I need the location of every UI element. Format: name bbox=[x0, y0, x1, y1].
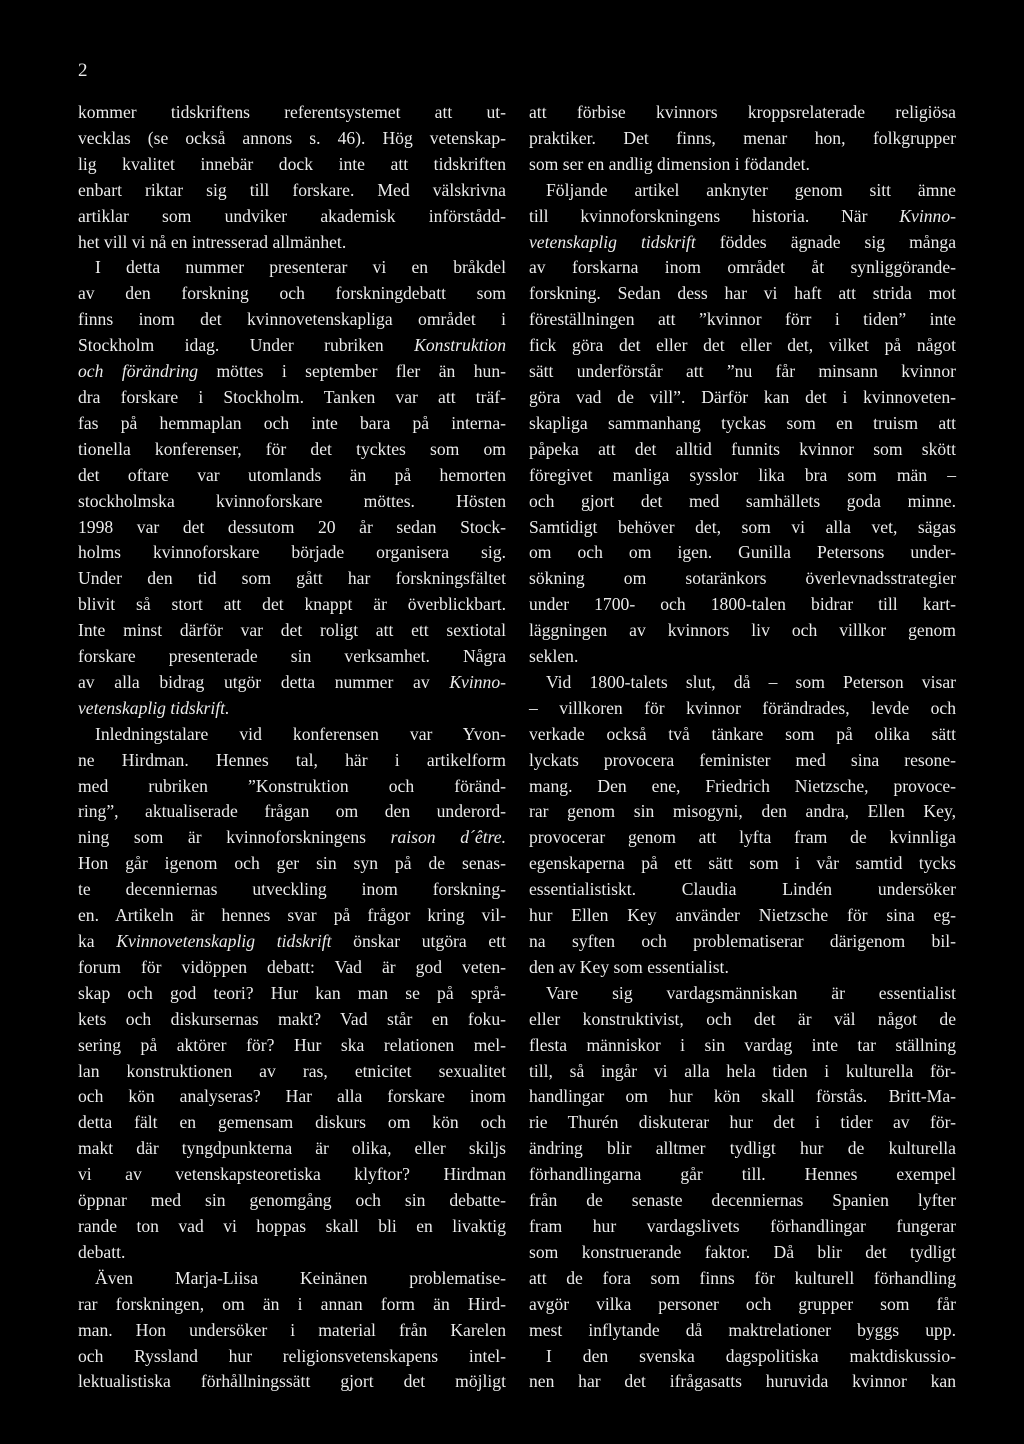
text-line bbox=[529, 799, 956, 825]
text-line bbox=[78, 877, 506, 903]
text-line bbox=[78, 411, 506, 437]
line-text: Samtidigt behöver det, som vi alla vet, sägas bbox=[529, 516, 956, 537]
line-text: och gjort det med samhällets goda minne. bbox=[529, 490, 956, 511]
line-text: dra forskare i Stockholm. Tanken var att träf- bbox=[78, 386, 506, 407]
line-text: ne Hirdman. Hennes tal, här i artikelform bbox=[78, 749, 506, 770]
text-line bbox=[529, 463, 956, 489]
text-line bbox=[78, 126, 506, 152]
line-text: egenskaperna på ett sätt som i vår samtid tycks bbox=[529, 853, 956, 874]
line-text: att förbise kvinnors kroppsrelaterade religiösa bbox=[529, 102, 956, 122]
text-line bbox=[78, 281, 506, 307]
line-text: att de fora som finns för kulturell förhandling bbox=[529, 1267, 956, 1288]
line-text: föreställningen att ”kvinnor förr i tiden” inte bbox=[529, 309, 956, 330]
line-text: rie Thurén diskuterar hur det i tider av för- bbox=[529, 1112, 956, 1133]
line-text: kommer tidskriftens referentsystemet att ut- bbox=[78, 102, 506, 122]
text-line bbox=[529, 333, 956, 359]
text-line bbox=[78, 515, 506, 541]
line-text: med rubriken ”Konstruktion och föränd- bbox=[78, 775, 506, 796]
text-line bbox=[529, 981, 956, 1007]
text-line bbox=[529, 230, 956, 256]
text-line bbox=[78, 1266, 506, 1292]
text-line bbox=[78, 774, 506, 800]
line-text: Stockholm idag. Under rubriken bbox=[78, 335, 415, 356]
line-text: till, så ingår vi alla hela tiden i kulturella för- bbox=[529, 1060, 956, 1081]
text-line bbox=[529, 1369, 956, 1395]
text-line bbox=[529, 437, 956, 463]
line-text: föddes ägnade sig många bbox=[695, 231, 957, 252]
line-text: fas på hemmaplan och inte bara på interna- bbox=[78, 412, 506, 433]
text-line bbox=[529, 1084, 956, 1110]
text-line bbox=[529, 1007, 956, 1033]
line-text: en. Artikeln är hennes svar på frågor kring vil- bbox=[78, 905, 506, 926]
text-line bbox=[78, 618, 506, 644]
text-line bbox=[529, 1059, 956, 1085]
line-text: möttes i september fler än hun- bbox=[198, 361, 506, 382]
line-text: verkade också två tänkare som på olika sätt bbox=[529, 723, 956, 744]
text-line bbox=[529, 644, 956, 670]
text-line bbox=[78, 1007, 506, 1033]
line-text: som konstruerande faktor. Då blir det tydligt bbox=[529, 1241, 956, 1262]
text-line bbox=[529, 877, 956, 903]
line-text: ka bbox=[78, 931, 117, 951]
text-line bbox=[529, 411, 956, 437]
line-text: Även Marja-Liisa Keinänen problematise- bbox=[95, 1267, 506, 1288]
line-text: och Ryssland hur religionsvetenskapens intel- bbox=[78, 1345, 506, 1366]
text-line bbox=[529, 1266, 956, 1292]
text-line bbox=[529, 903, 956, 929]
text-line bbox=[78, 230, 506, 256]
text-line bbox=[529, 1188, 956, 1214]
text-line bbox=[78, 799, 506, 825]
text-line bbox=[78, 540, 506, 566]
line-text: under 1700- och 1800-talen bidrar till kart- bbox=[529, 594, 956, 615]
line-text: nen har det ifrågasatts huruvida kvinnor kan bbox=[529, 1371, 956, 1392]
italic-text: vetenskaplig tidskrift bbox=[529, 231, 696, 252]
line-text: te decenniernas utveckling inom forskning- bbox=[78, 879, 506, 900]
line-text: stockholmska kvinnoforskare möttes. Hösten bbox=[78, 490, 506, 511]
line-text: lektualistiska förhållningssätt gjort det möjligt bbox=[78, 1371, 506, 1392]
text-line bbox=[78, 929, 506, 955]
line-text: artiklar som undviker akademisk införstådd- bbox=[78, 205, 506, 226]
line-text: lan konstruktionen av ras, etnicitet sexualitet bbox=[78, 1060, 506, 1081]
line-text: man. Hon undersöker i material från Karelen bbox=[78, 1319, 506, 1340]
text-line bbox=[78, 1240, 506, 1266]
line-text: forskning. Sedan dess har vi haft att strida mot bbox=[529, 283, 956, 304]
line-text: sering på aktörer för? Hur ska relationen mel- bbox=[78, 1034, 506, 1055]
italic-text: Kvinno- bbox=[899, 205, 956, 226]
italic-text: vetenskaplig tidskrift. bbox=[78, 697, 230, 718]
text-line bbox=[78, 1188, 506, 1214]
line-text: handlingar om hur kön skall förstås. Britt-Ma- bbox=[529, 1086, 956, 1107]
line-text: mang. Den ene, Friedrich Nietzsche, provoce- bbox=[529, 775, 956, 796]
line-text: läggningen av kvinnors liv och villkor genom bbox=[529, 620, 956, 641]
line-text: – villkoren för kvinnor förändrades, levde och bbox=[529, 697, 956, 718]
line-text: sätt underförstår att ”nu får minsann kvinnor bbox=[529, 361, 956, 382]
line-text: Inte minst därför var det roligt att ett sextiotal bbox=[78, 620, 506, 641]
text-line bbox=[529, 1240, 956, 1266]
line-text: essentialistiskt. Claudia Lindén undersöker bbox=[529, 879, 956, 900]
line-text: makt där tyngdpunkterna är olika, eller skiljs bbox=[78, 1138, 506, 1159]
text-line bbox=[78, 1292, 506, 1318]
text-line bbox=[529, 307, 956, 333]
page-number: 2 bbox=[78, 60, 88, 81]
text-line bbox=[529, 540, 956, 566]
line-text: det oftare var utomlands än på hemorten bbox=[78, 464, 506, 485]
text-line bbox=[78, 178, 506, 204]
text-line bbox=[78, 307, 506, 333]
text-line bbox=[529, 1292, 956, 1318]
line-text: vi av vetenskapsteoretiska klyftor? Hirdman bbox=[78, 1164, 506, 1185]
line-text: forskare presenterade sin verksamhet. Några bbox=[78, 646, 506, 667]
line-text: göra vad de vill”. Därför kan det i kvinnoveten- bbox=[529, 386, 956, 407]
line-text: debatt. bbox=[78, 1241, 126, 1262]
line-text: seklen. bbox=[529, 646, 579, 667]
line-text: rande ton vad vi hoppas skall bli en livaktig bbox=[78, 1215, 506, 1236]
line-text: hur Ellen Key använder Nietzsche för sina eg- bbox=[529, 905, 956, 926]
text-line bbox=[78, 981, 506, 1007]
text-line bbox=[529, 489, 956, 515]
line-text: förhandlingarna går till. Hennes exempel bbox=[529, 1164, 956, 1185]
text-line bbox=[78, 1084, 506, 1110]
line-text: från de senaste decenniernas Spanien lyfter bbox=[529, 1190, 956, 1211]
text-line bbox=[529, 359, 956, 385]
line-text: Vid 1800-talets slut, då – som Peterson visar bbox=[546, 671, 956, 692]
text-line bbox=[78, 955, 506, 981]
text-line bbox=[78, 1369, 506, 1395]
line-text: holms kvinnoforskare började organisera sig. bbox=[78, 542, 506, 563]
line-text: av forskarna inom området åt synliggörande- bbox=[529, 257, 956, 278]
text-line bbox=[529, 1033, 956, 1059]
line-text: finns inom det kvinnovetenskapliga området i bbox=[78, 309, 506, 330]
text-line bbox=[78, 437, 506, 463]
text-line bbox=[78, 1110, 506, 1136]
text-line bbox=[529, 204, 956, 230]
text-line bbox=[78, 903, 506, 929]
line-text: praktiker. Det finns, menar hon, folkgrupper bbox=[529, 127, 956, 148]
text-line bbox=[78, 696, 506, 722]
text-line bbox=[529, 722, 956, 748]
line-text: av den forskning och forskningdebatt som bbox=[78, 283, 506, 304]
text-line bbox=[529, 152, 956, 178]
text-line bbox=[78, 463, 506, 489]
text-line bbox=[529, 929, 956, 955]
line-text: sökning om sotaränkors överlevnadsstrategier bbox=[529, 568, 956, 589]
line-text: föregivet manliga sysslor lika bra som män – bbox=[529, 464, 956, 485]
line-text: eller konstruktivist, och det är väl något de bbox=[529, 1008, 956, 1029]
italic-text: och förändring bbox=[78, 361, 199, 382]
line-text: fick göra det eller det eller det, vilket på något bbox=[529, 335, 956, 356]
line-text: vecklas (se också annons s. 46). Hög vetenskap- bbox=[78, 127, 506, 148]
text-line bbox=[78, 566, 506, 592]
text-line bbox=[78, 1318, 506, 1344]
line-text: Inledningstalare vid konferensen var Yvon- bbox=[95, 723, 506, 744]
line-text: forum för vidöppen debatt: Vad är god veten- bbox=[78, 956, 506, 977]
line-text: Följande artikel anknyter genom sitt ämne bbox=[546, 179, 956, 200]
text-line bbox=[78, 385, 506, 411]
line-text: detta fält en gemensam diskurs om kön och bbox=[78, 1112, 506, 1133]
text-line bbox=[78, 1344, 506, 1370]
line-text: om och om igen. Gunilla Petersons under- bbox=[529, 542, 956, 563]
text-line bbox=[78, 1033, 506, 1059]
text-line bbox=[78, 489, 506, 515]
line-text: av alla bidrag utgör detta nummer av bbox=[78, 671, 450, 692]
line-text: till kvinnoforskningens historia. När bbox=[529, 205, 900, 226]
line-text: I detta nummer presenterar vi en bråkdel bbox=[95, 257, 506, 278]
right-text-column bbox=[529, 100, 956, 1395]
text-line bbox=[529, 385, 956, 411]
text-line bbox=[78, 152, 506, 178]
text-line bbox=[78, 722, 506, 748]
text-line bbox=[529, 1162, 956, 1188]
text-line bbox=[529, 100, 956, 126]
line-text: ring”, aktualiserade frågan om den underord- bbox=[78, 801, 506, 822]
italic-text: Kvinnovetenskaplig tidskrift bbox=[116, 931, 332, 951]
text-line bbox=[78, 592, 506, 618]
text-line bbox=[529, 592, 956, 618]
text-line bbox=[78, 748, 506, 774]
text-line bbox=[78, 333, 506, 359]
line-text: lyckats provocera feminister med sina resone- bbox=[529, 749, 956, 770]
line-text: lig kvalitet innebär dock inte att tidskriften bbox=[78, 153, 506, 174]
line-text: I den svenska dagspolitiska maktdiskussio- bbox=[546, 1345, 956, 1366]
text-line bbox=[529, 1214, 956, 1240]
text-line bbox=[529, 178, 956, 204]
text-line bbox=[78, 825, 506, 851]
text-line bbox=[78, 1136, 506, 1162]
line-text: ning som är kvinnoforskningens bbox=[78, 827, 391, 848]
text-line bbox=[78, 670, 506, 696]
line-text: rar genom sin misogyni, den andra, Ellen Key, bbox=[529, 801, 956, 822]
left-text-column bbox=[78, 100, 506, 1395]
text-line bbox=[529, 1110, 956, 1136]
line-text: påpeka att det alltid funnits kvinnor som skött bbox=[529, 438, 956, 459]
line-text: kets och diskursernas makt? Vad står en foku- bbox=[78, 1008, 506, 1029]
line-text: som ser en andlig dimension i födandet. bbox=[529, 153, 810, 174]
line-text: och kön analyseras? Har alla forskare inom bbox=[78, 1086, 506, 1107]
italic-text: Kvinno- bbox=[449, 671, 506, 692]
text-line bbox=[78, 1059, 506, 1085]
text-line bbox=[529, 281, 956, 307]
line-text: önskar utgöra ett bbox=[331, 931, 506, 951]
text-line bbox=[78, 851, 506, 877]
line-text: provocerar genom att lyfta fram de kvinnliga bbox=[529, 827, 956, 848]
line-text: enbart riktar sig till forskare. Med välskrivna bbox=[78, 179, 506, 200]
line-text: flesta människor i sin vardag inte tar ställning bbox=[529, 1034, 956, 1055]
line-text: Vare sig vardagsmänniskan är essentialist bbox=[546, 982, 956, 1003]
line-text: rar forskningen, om än i annan form än Hird- bbox=[78, 1293, 506, 1314]
line-text: blivit så stort att det knappt är överblickbart. bbox=[78, 594, 506, 615]
line-text: den av Key som essentialist. bbox=[529, 956, 729, 977]
text-line bbox=[78, 1162, 506, 1188]
line-text: 1998 var det dessutom 20 år sedan Stock- bbox=[78, 516, 506, 537]
text-line bbox=[529, 670, 956, 696]
line-text: ändring blir alltmer tydligt hur de kulturella bbox=[529, 1138, 956, 1159]
line-text: Under den tid som gått har forskningsfältet bbox=[78, 568, 506, 589]
text-line bbox=[529, 696, 956, 722]
text-line bbox=[78, 204, 506, 230]
text-line bbox=[78, 359, 506, 385]
italic-text: raison d´être. bbox=[390, 827, 506, 848]
text-line bbox=[529, 515, 956, 541]
line-text: na syften och problematiserar därigenom bil- bbox=[529, 931, 956, 951]
text-line bbox=[78, 100, 506, 126]
text-line bbox=[529, 255, 956, 281]
line-text: skap och god teori? Hur kan man se på språ- bbox=[78, 982, 506, 1003]
text-line bbox=[78, 1214, 506, 1240]
text-line bbox=[78, 644, 506, 670]
italic-text: Konstruktion bbox=[414, 335, 506, 356]
line-text: het vill vi nå en intresserad allmänhet. bbox=[78, 231, 347, 252]
text-line bbox=[529, 774, 956, 800]
line-text: öppnar med sin genomgång och sin debatte- bbox=[78, 1190, 506, 1211]
text-line bbox=[529, 618, 956, 644]
line-text: mest inflytande då maktrelationer byggs upp. bbox=[529, 1319, 956, 1340]
line-text: tionella konferenser, för det tycktes som om bbox=[78, 438, 506, 459]
text-line bbox=[529, 748, 956, 774]
line-text: skapliga sammanhang tyckas som en truism att bbox=[529, 412, 956, 433]
text-line bbox=[529, 1344, 956, 1370]
line-text: fram hur vardagslivets förhandlingar fungerar bbox=[529, 1215, 956, 1236]
text-line bbox=[529, 955, 956, 981]
text-line bbox=[529, 1318, 956, 1344]
text-line bbox=[529, 1136, 956, 1162]
text-line bbox=[529, 566, 956, 592]
text-line bbox=[78, 255, 506, 281]
text-line bbox=[529, 126, 956, 152]
text-line bbox=[529, 825, 956, 851]
line-text: avgör vilka personer och grupper som får bbox=[529, 1293, 956, 1314]
text-line bbox=[529, 851, 956, 877]
line-text: Hon går igenom och ger sin syn på de senas- bbox=[78, 853, 506, 874]
